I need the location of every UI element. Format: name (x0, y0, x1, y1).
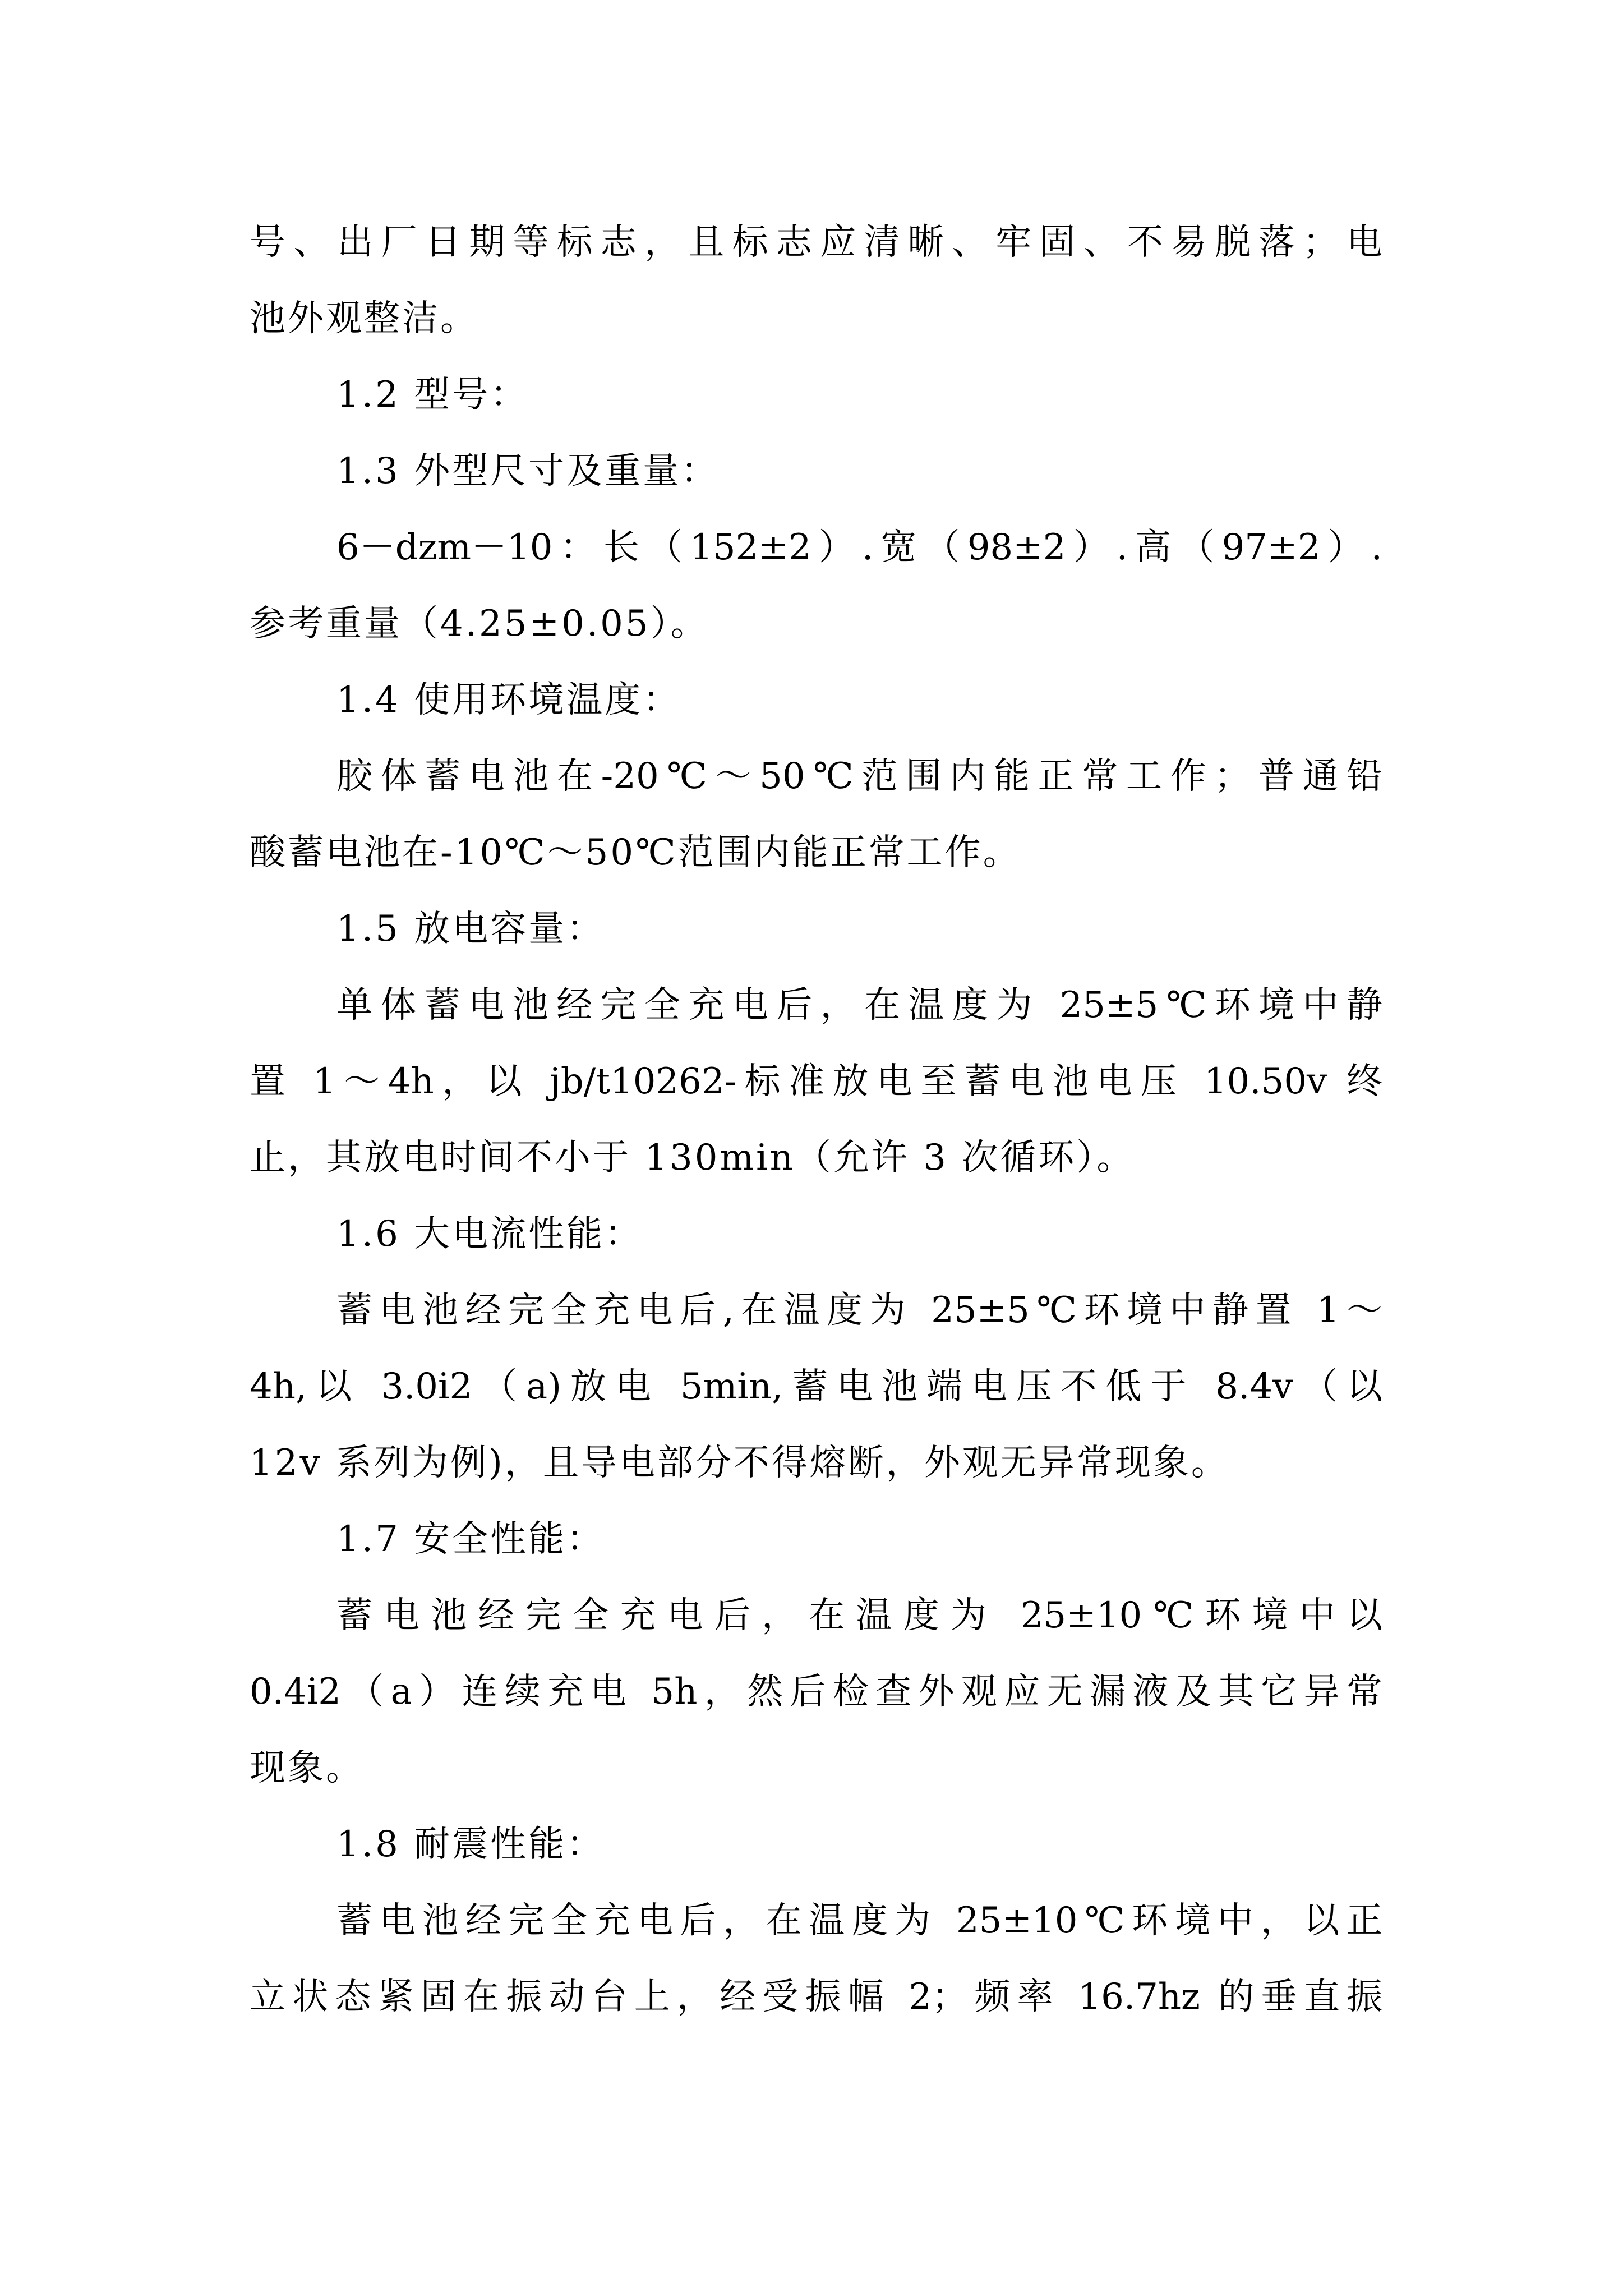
text-line: 单体蓄电池经完全充电后，在温度为 25±5℃环境中静 (336, 984, 1382, 1026)
text-line: 号、出厂日期等标志，且标志应清晰、牢固、不易脱落；电 (250, 222, 1382, 263)
text-line: 池外观整洁。 (250, 298, 478, 339)
text-line: 止，其放电时间不小于 130min（允许 3 次循环）。 (250, 1137, 1135, 1179)
text-line: 参考重量（4.25±0.05）。 (250, 603, 709, 645)
text-line: 4h,以 3.0i2（a)放电 5min,蓄电池端电压不低于 8.4v（以 (250, 1366, 1382, 1407)
text-line: 酸蓄电池在-10℃～50℃范围内能正常工作。 (250, 832, 1021, 873)
text-line: 胶体蓄电池在-20℃～50℃范围内能正常工作；普通铅 (336, 756, 1382, 797)
text-line: 蓄电池经完全充电后，在温度为 25±10℃环境中以 (336, 1595, 1382, 1636)
text-line: 12v 系列为例)，且导电部分不得熔断，外观无异常现象。 (250, 1442, 1229, 1484)
section-heading: 1.8 耐震性能： (336, 1824, 605, 1865)
section-heading: 1.6 大电流性能： (336, 1213, 643, 1255)
section-heading: 1.5 放电容量： (336, 908, 605, 950)
text-line: 6－dzm－10：长（152±2）.宽（98±2）.高（97±2）. (336, 527, 1382, 568)
text-line: 现象。 (250, 1747, 364, 1789)
text-line: 蓄电池经完全充电后，在温度为 25±10℃环境中，以正 (336, 1900, 1382, 1941)
text-line: 蓄电池经完全充电后,在温度为 25±5℃环境中静置 1～ (336, 1290, 1382, 1331)
text-line: 置 1～4h，以 jb/t10262-标准放电至蓄电池电压 10.50v 终 (250, 1061, 1382, 1102)
text-line: 立状态紧固在振动台上，经受振幅 2；频率 16.7hz 的垂直振 (250, 1976, 1382, 2018)
text-line: 0.4i2（a）连续充电 5h，然后检查外观应无漏液及其它异常 (250, 1671, 1382, 1713)
section-heading: 1.4 使用环境温度： (336, 679, 681, 721)
section-heading: 1.7 安全性能： (336, 1519, 605, 1560)
section-heading: 1.3 外型尺寸及重量： (336, 450, 720, 492)
section-heading: 1.2 型号： (336, 374, 529, 416)
